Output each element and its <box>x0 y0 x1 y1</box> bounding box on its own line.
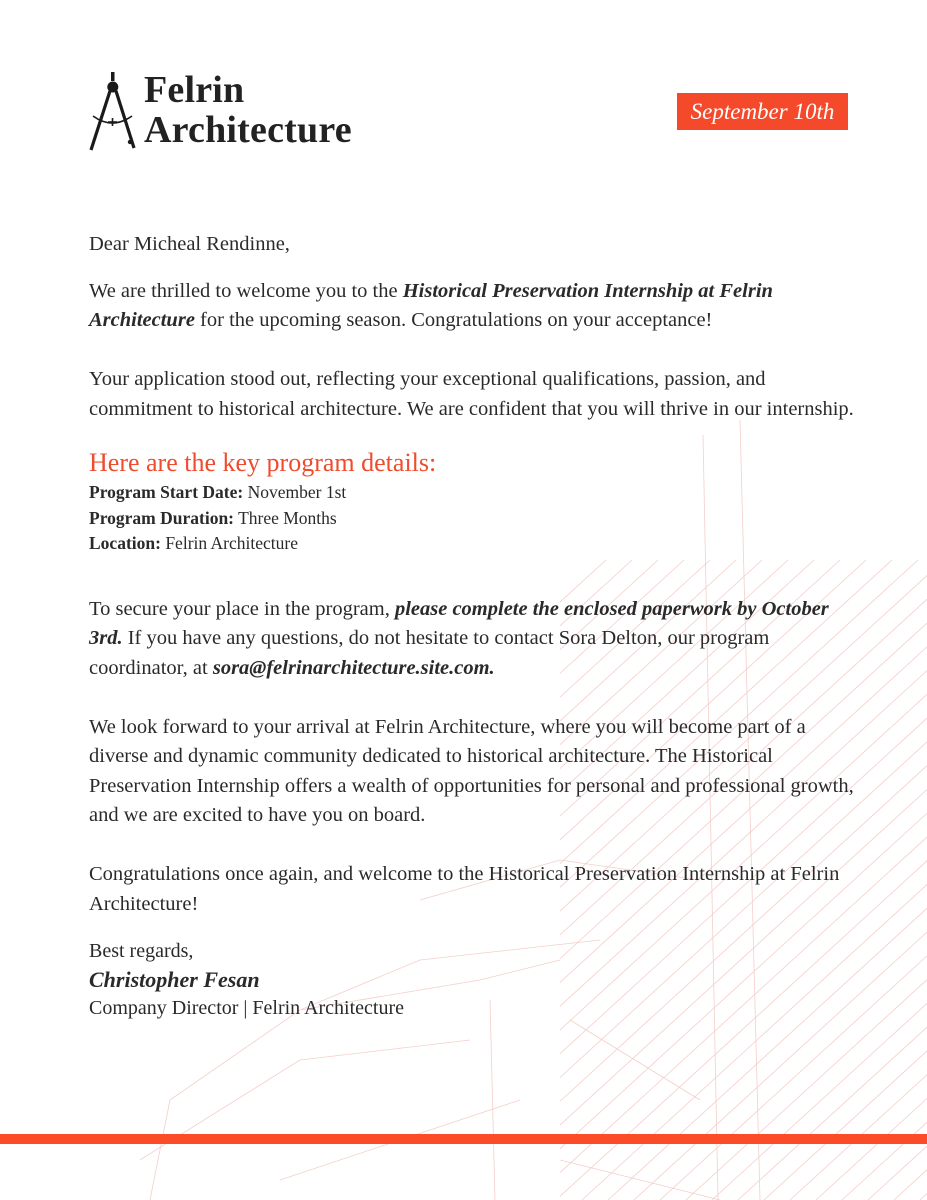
arrival-paragraph: We look forward to your arrival at Felrin Architecture, where you will become part of a diverse and dynamic community dedicated to historical architecture. The Historical Preservation Internship offers a wealth of opportunities for personal and professional growth, and we are excited to have you on board. <box>89 715 854 826</box>
coordinator-email[interactable]: sora@felrinarchitecture.site.com. <box>212 656 495 679</box>
detail-value: November 1st <box>247 482 347 502</box>
welcome-paragraph <box>89 277 859 336</box>
contact-text: If you have any questions, do not hesitate to contact Sora Delton, our program coordinator, at <box>89 627 770 679</box>
detail-duration <box>89 506 859 532</box>
company-name-line1: Felrin <box>144 69 245 111</box>
detail-value: Felrin Architecture <box>165 533 298 553</box>
footer-accent-bar <box>0 1134 927 1144</box>
paperwork-deadline: please complete the enclosed paperwork by October 3rd. <box>89 597 829 649</box>
drafting-compass-icon <box>88 70 138 154</box>
closing: Best regards, <box>89 940 194 962</box>
letter-body <box>89 230 859 1023</box>
signature-block <box>89 937 859 1023</box>
hatch-line <box>894 560 927 1200</box>
salutation: Dear Micheal Rendinne, <box>89 233 290 255</box>
details-heading: Here are the key program details: <box>89 448 437 477</box>
detail-label: Location: <box>89 533 161 553</box>
welcome-text: We are thrilled to welcome you to the <box>89 279 403 302</box>
hatch-line <box>920 560 927 1200</box>
hatch-line <box>0 560 60 1200</box>
hatch-line <box>0 560 86 1200</box>
company-logo <box>88 70 352 154</box>
company-name-line2: Architecture <box>144 109 352 151</box>
detail-value: Three Months <box>238 507 337 528</box>
letter-date-badge: September 10th <box>677 93 848 130</box>
detail-label: Program Duration: <box>89 507 234 528</box>
application-paragraph: Your application stood out, reflecting your exceptional qualifications, passion, and commitment to historical architecture. We are confident that you will thrive in our internship. <box>89 368 854 420</box>
congratulations-paragraph: Congratulations once again, and welcome to the Historical Preservation Internship at Felrin Architecture! <box>89 863 840 915</box>
detail-location <box>89 531 859 557</box>
signer-name: Christopher Fesan <box>89 966 260 992</box>
paperwork-text: To secure your place in the program, <box>89 597 395 620</box>
program-details-list <box>89 480 859 557</box>
hatch-line <box>868 560 927 1200</box>
detail-label: Program Start Date: <box>89 482 244 502</box>
signer-title: Company Director | Felrin Architecture <box>89 997 405 1019</box>
paperwork-paragraph <box>89 595 859 684</box>
welcome-text-end: for the upcoming season. Congratulations on your acceptance! <box>194 309 713 331</box>
internship-name: Historical Preservation Internship at Felrin Architecture <box>89 279 773 331</box>
detail-start-date <box>89 480 859 506</box>
